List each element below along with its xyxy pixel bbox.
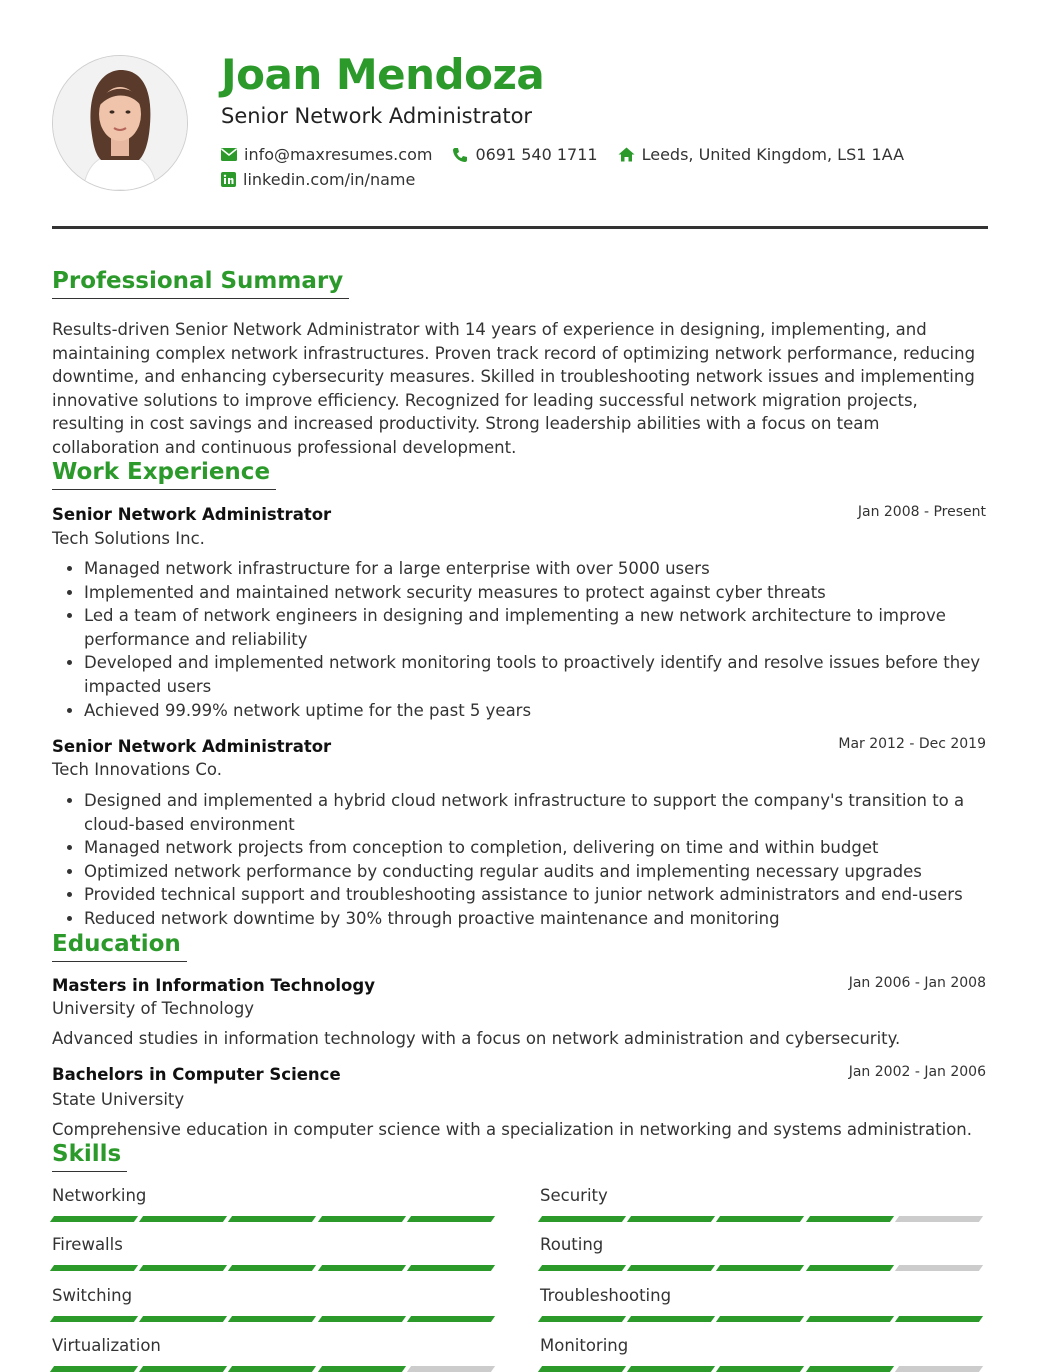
skill-segment-filled bbox=[139, 1265, 227, 1271]
degree-title: Masters in Information Technology bbox=[52, 976, 375, 995]
contact-row bbox=[221, 145, 924, 164]
summary-heading: Professional Summary bbox=[52, 268, 349, 299]
job-company: Tech Innovations Co. bbox=[52, 760, 222, 779]
school-name: State University bbox=[52, 1090, 185, 1109]
skill-segment-filled bbox=[407, 1265, 495, 1271]
skill-segment-empty bbox=[895, 1366, 983, 1372]
school-name: University of Technology bbox=[52, 999, 255, 1018]
skill-segment-filled bbox=[139, 1366, 227, 1372]
phone-text: 0691 540 1711 bbox=[475, 145, 598, 164]
skill-segment-filled bbox=[806, 1316, 894, 1322]
job-title: Senior Network Administrator bbox=[52, 737, 332, 756]
linkedin-icon bbox=[221, 172, 236, 187]
skill-level-bar bbox=[52, 1265, 498, 1271]
skill-item bbox=[52, 1186, 498, 1222]
skill-segment-filled bbox=[318, 1265, 406, 1271]
skill-name: Security bbox=[540, 1186, 608, 1205]
skill-segment-filled bbox=[228, 1316, 316, 1322]
skill-item bbox=[540, 1186, 986, 1222]
experience-heading: Work Experience bbox=[52, 459, 276, 490]
skill-segment-filled bbox=[139, 1316, 227, 1322]
phone-contact[interactable] bbox=[452, 145, 597, 164]
contact-row-2 bbox=[221, 170, 435, 189]
skill-segment-filled bbox=[806, 1265, 894, 1271]
skill-item bbox=[52, 1336, 498, 1372]
education-heading: Education bbox=[52, 931, 187, 962]
skill-segment-filled bbox=[50, 1265, 138, 1271]
profile-photo bbox=[52, 55, 188, 191]
list-item: • Implemented and maintained network security measures to protect against cyber threats bbox=[84, 581, 1014, 605]
degree-description: Comprehensive education in computer science with a specialization in networking and systems administration. bbox=[52, 1120, 973, 1139]
location-contact bbox=[618, 145, 904, 164]
list-item: • Optimized network performance by conducting regular audits and implementing necessary upgrades bbox=[84, 860, 1014, 884]
skill-level-bar bbox=[540, 1366, 986, 1372]
skill-segment-empty bbox=[407, 1366, 495, 1372]
summary-text: Results-driven Senior Network Administrator with 14 years of experience in designing, implementing, and maintaining complex network infrastructures. Proven track record of optimizing network performance, reducing downtime, and enhancing cybersecurity measures. Skilled in troubleshooting network issues and implementing innovative solutions to improve efficiency. Recognized for leading successful network migration projects, resulting in cost savings and increased productivity. Strong leadership abilities with a focus on team collaboration and continuous professional development. bbox=[52, 320, 976, 457]
list-item: • Developed and implemented network monitoring tools to proactively identify and resolve issues before they impacted users bbox=[84, 651, 1014, 698]
skill-segment-filled bbox=[806, 1216, 894, 1222]
list-item: • Achieved 99.99% network uptime for the past 5 years bbox=[84, 699, 1014, 723]
skill-item bbox=[52, 1286, 498, 1322]
list-item: • Managed network projects from conception to completion, delivering on time and within budget bbox=[84, 836, 1014, 860]
list-item: • Reduced network downtime by 30% through proactive maintenance and monitoring bbox=[84, 907, 1014, 931]
skill-item bbox=[540, 1336, 986, 1372]
skill-level-bar bbox=[52, 1316, 498, 1322]
list-item: • Provided technical support and troubleshooting assistance to junior network administrators and end-users bbox=[84, 883, 1014, 907]
skill-segment-filled bbox=[538, 1216, 626, 1222]
skill-level-bar bbox=[540, 1265, 986, 1271]
skill-segment-filled bbox=[407, 1216, 495, 1222]
skill-level-bar bbox=[52, 1216, 498, 1222]
skill-segment-filled bbox=[139, 1216, 227, 1222]
job-bullets bbox=[52, 557, 1014, 722]
job-title: Senior Network Administrator bbox=[52, 505, 332, 524]
email-text: info@maxresumes.com bbox=[244, 145, 433, 164]
location-text: Leeds, United Kingdom, LS1 1AA bbox=[641, 145, 905, 164]
list-item: • Led a team of network engineers in designing and implementing a new network architecture to improve performance and reliability bbox=[84, 604, 1014, 651]
skill-segment-filled bbox=[895, 1316, 983, 1322]
candidate-title: Senior Network Administrator bbox=[221, 104, 533, 128]
skill-level-bar bbox=[52, 1366, 498, 1372]
skill-segment-empty bbox=[895, 1216, 983, 1222]
job-dates: Mar 2012 - Dec 2019 bbox=[838, 736, 986, 752]
skill-segment-filled bbox=[228, 1216, 316, 1222]
skill-name: Routing bbox=[540, 1235, 604, 1254]
skill-segment-filled bbox=[50, 1366, 138, 1372]
degree-title: Bachelors in Computer Science bbox=[52, 1065, 341, 1084]
skill-segment-filled bbox=[806, 1366, 894, 1372]
skill-segment-filled bbox=[318, 1216, 406, 1222]
skill-segment-filled bbox=[407, 1316, 495, 1322]
skill-segment-empty bbox=[895, 1265, 983, 1271]
skill-item bbox=[540, 1286, 986, 1322]
skills-heading: Skills bbox=[52, 1141, 127, 1172]
skill-name: Monitoring bbox=[540, 1336, 629, 1355]
skill-segment-filled bbox=[627, 1216, 715, 1222]
skill-name: Firewalls bbox=[52, 1235, 123, 1254]
phone-icon bbox=[452, 147, 468, 163]
skill-segment-filled bbox=[538, 1366, 626, 1372]
header-divider bbox=[52, 226, 988, 229]
degree-description: Advanced studies in information technology with a focus on network administration and cybersecurity. bbox=[52, 1029, 901, 1048]
skill-name: Virtualization bbox=[52, 1336, 161, 1355]
envelope-icon bbox=[221, 148, 237, 161]
skill-segment-filled bbox=[228, 1366, 316, 1372]
degree-dates: Jan 2002 - Jan 2006 bbox=[848, 1064, 986, 1080]
skill-segment-filled bbox=[50, 1216, 138, 1222]
skill-segment-filled bbox=[716, 1366, 804, 1372]
skill-segment-filled bbox=[716, 1316, 804, 1322]
skill-level-bar bbox=[540, 1316, 986, 1322]
degree-dates: Jan 2006 - Jan 2008 bbox=[848, 975, 986, 991]
skill-name: Troubleshooting bbox=[540, 1286, 672, 1305]
skill-segment-filled bbox=[538, 1316, 626, 1322]
skill-segment-filled bbox=[716, 1265, 804, 1271]
job-bullets bbox=[52, 789, 1014, 931]
job-dates: Jan 2008 - Present bbox=[857, 504, 986, 520]
skill-segment-filled bbox=[50, 1316, 138, 1322]
skill-item bbox=[540, 1235, 986, 1271]
skill-item bbox=[52, 1235, 498, 1271]
skill-segment-filled bbox=[538, 1265, 626, 1271]
skill-segment-filled bbox=[627, 1316, 715, 1322]
skill-segment-filled bbox=[318, 1316, 406, 1322]
skill-segment-filled bbox=[716, 1216, 804, 1222]
email-contact[interactable] bbox=[221, 145, 432, 164]
skill-segment-filled bbox=[627, 1265, 715, 1271]
job-company: Tech Solutions Inc. bbox=[52, 529, 205, 548]
home-icon bbox=[618, 147, 635, 162]
list-item: • Designed and implemented a hybrid cloud network infrastructure to support the company's transition to a cloud-based environment bbox=[84, 789, 1014, 836]
linkedin-text: linkedin.com/in/name bbox=[243, 170, 416, 189]
skill-segment-filled bbox=[318, 1366, 406, 1372]
skill-segment-filled bbox=[228, 1265, 316, 1271]
skill-name: Networking bbox=[52, 1186, 147, 1205]
linkedin-contact[interactable] bbox=[221, 170, 415, 189]
skill-name: Switching bbox=[52, 1286, 133, 1305]
skill-segment-filled bbox=[627, 1366, 715, 1372]
list-item: • Managed network infrastructure for a large enterprise with over 5000 users bbox=[84, 557, 1014, 581]
skill-level-bar bbox=[540, 1216, 986, 1222]
candidate-name: Joan Mendoza bbox=[221, 50, 545, 99]
